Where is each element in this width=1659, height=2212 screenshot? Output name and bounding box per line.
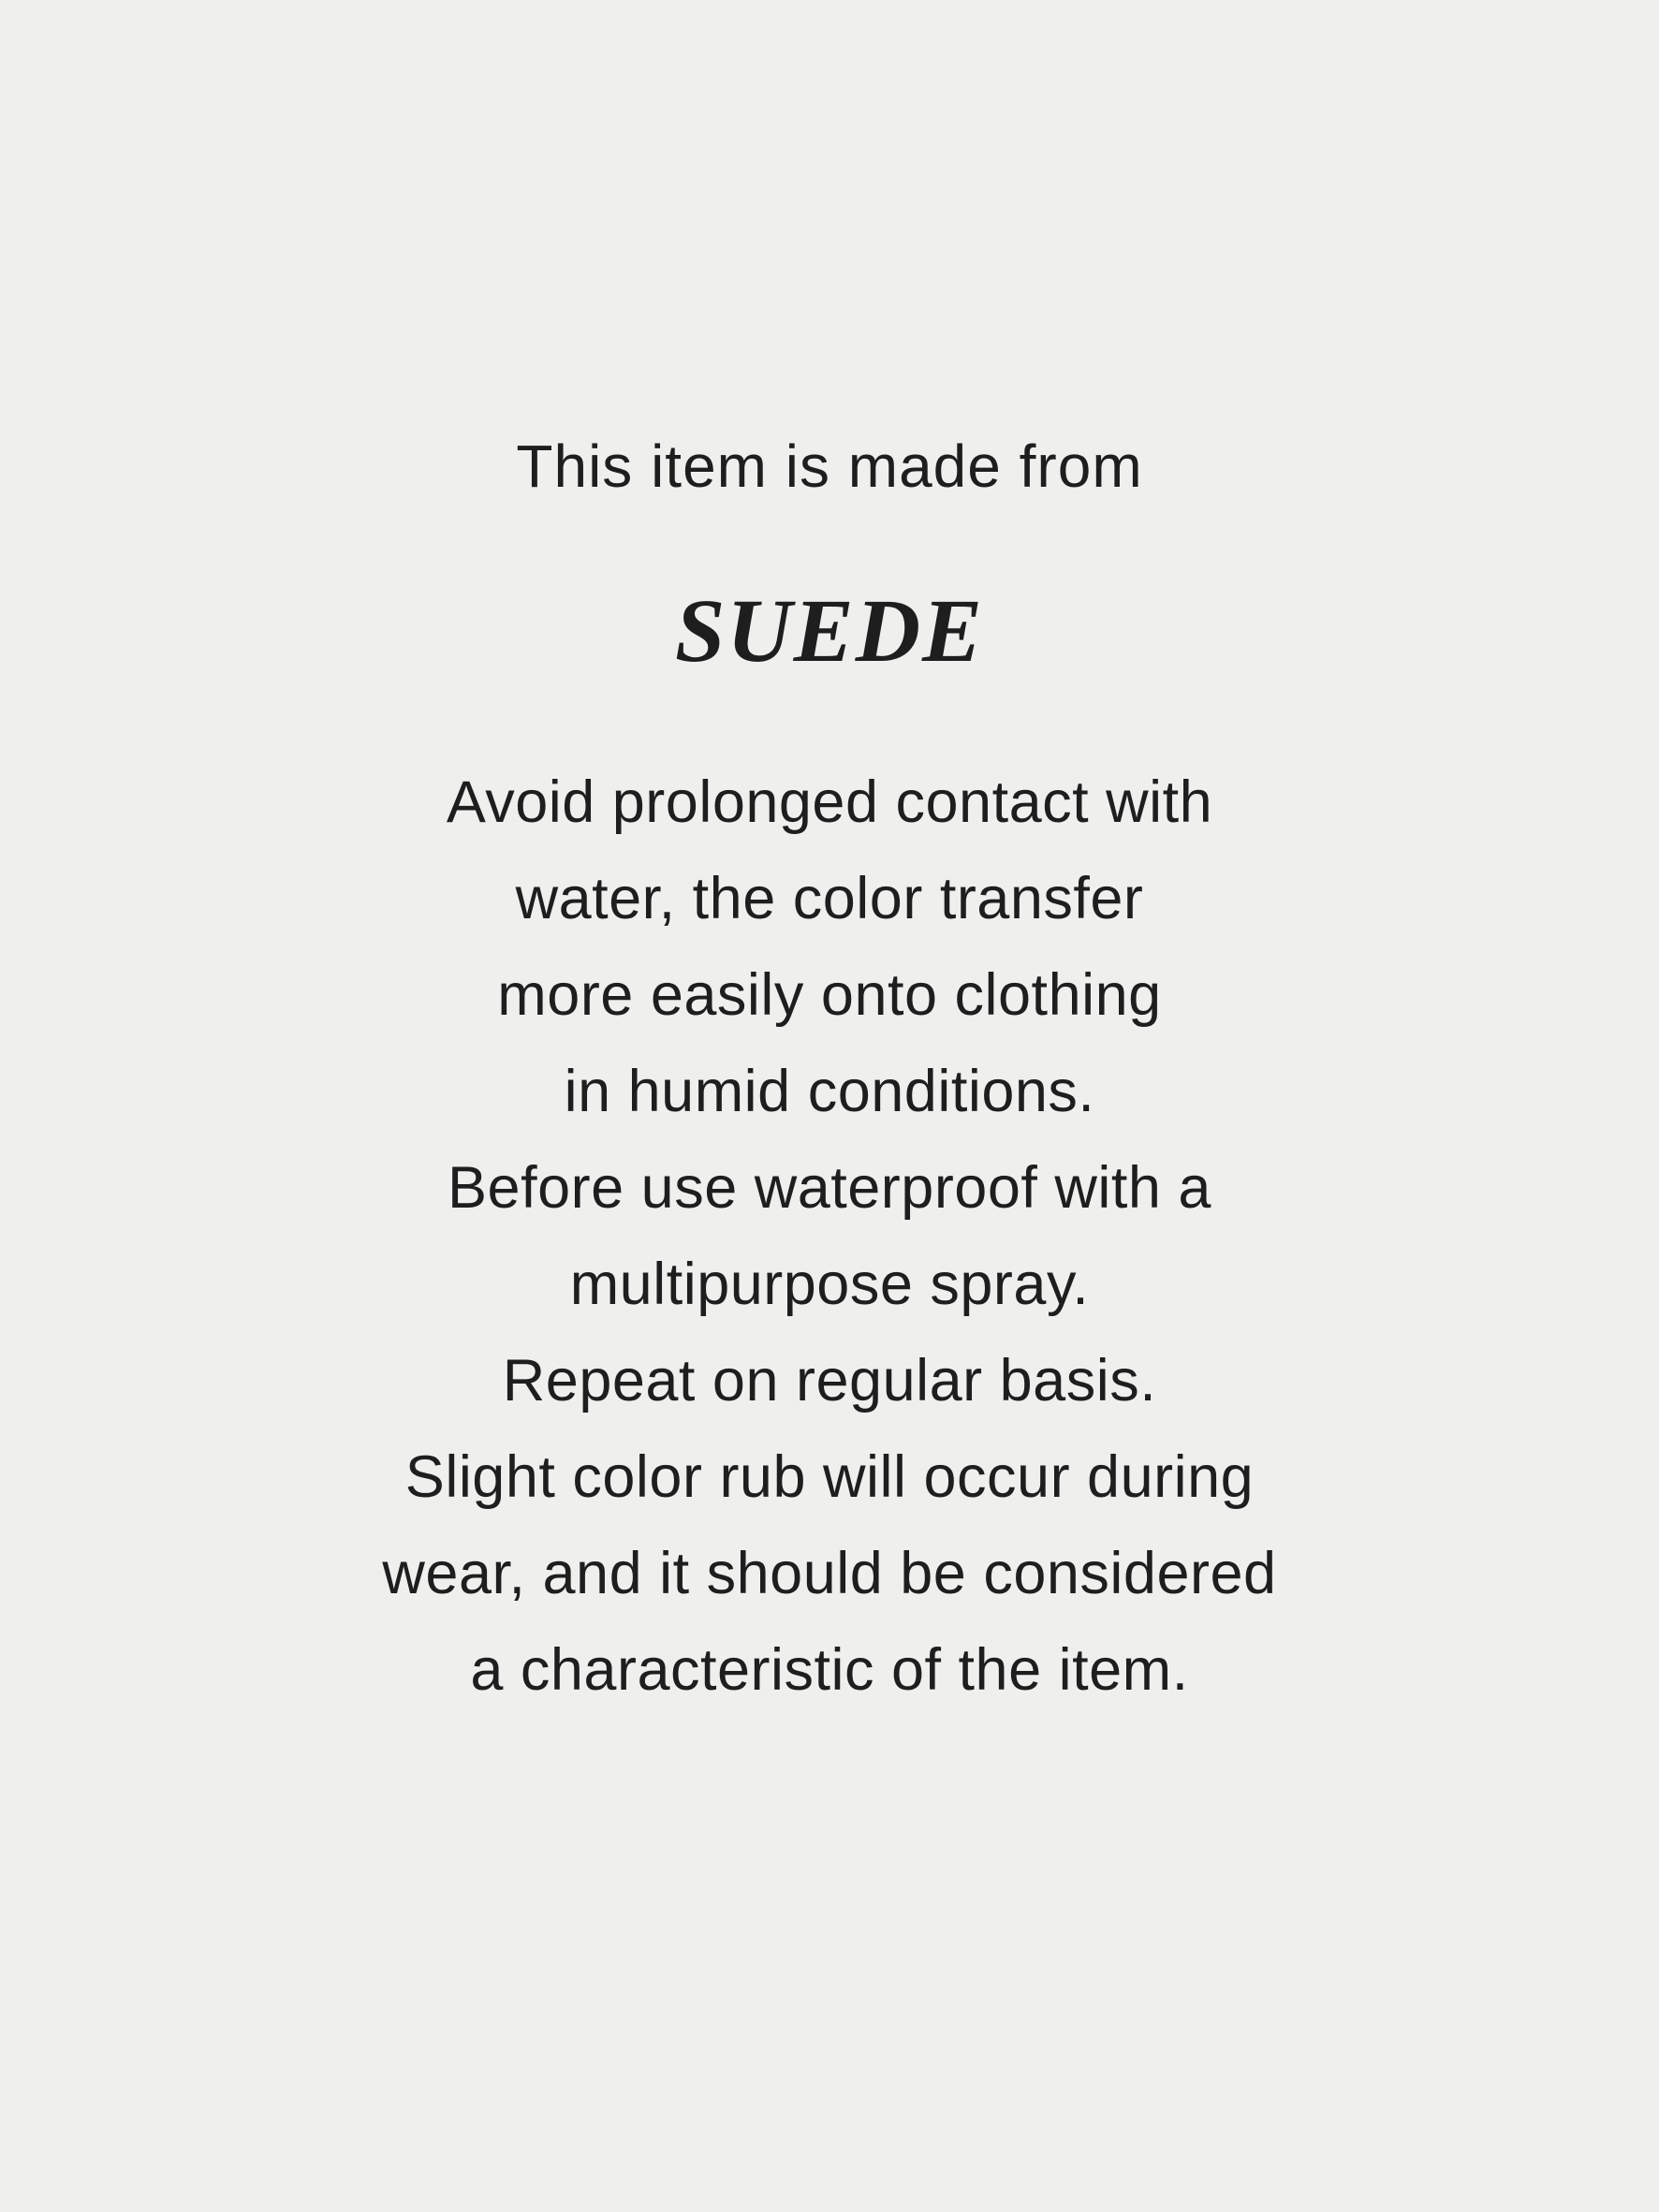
care-line: more easily onto clothing: [497, 962, 1162, 1028]
care-line: Before use waterproof with a: [448, 1155, 1211, 1221]
material-name: SUEDE: [674, 580, 985, 681]
care-line: in humid conditions.: [564, 1059, 1095, 1124]
care-text-block: [0, 754, 1659, 1719]
care-line: water, the color transfer: [515, 866, 1144, 931]
care-line: a characteristic of the item.: [470, 1637, 1189, 1703]
intro-line: This item is made from: [516, 432, 1143, 500]
care-line: Slight color rub will occur during: [404, 1444, 1255, 1510]
care-line: wear, and it should be considered: [382, 1541, 1277, 1606]
care-line: multipurpose spray.: [569, 1252, 1090, 1317]
care-line: Avoid prolonged contact with: [446, 769, 1213, 835]
care-line: Repeat on regular basis.: [502, 1348, 1157, 1414]
